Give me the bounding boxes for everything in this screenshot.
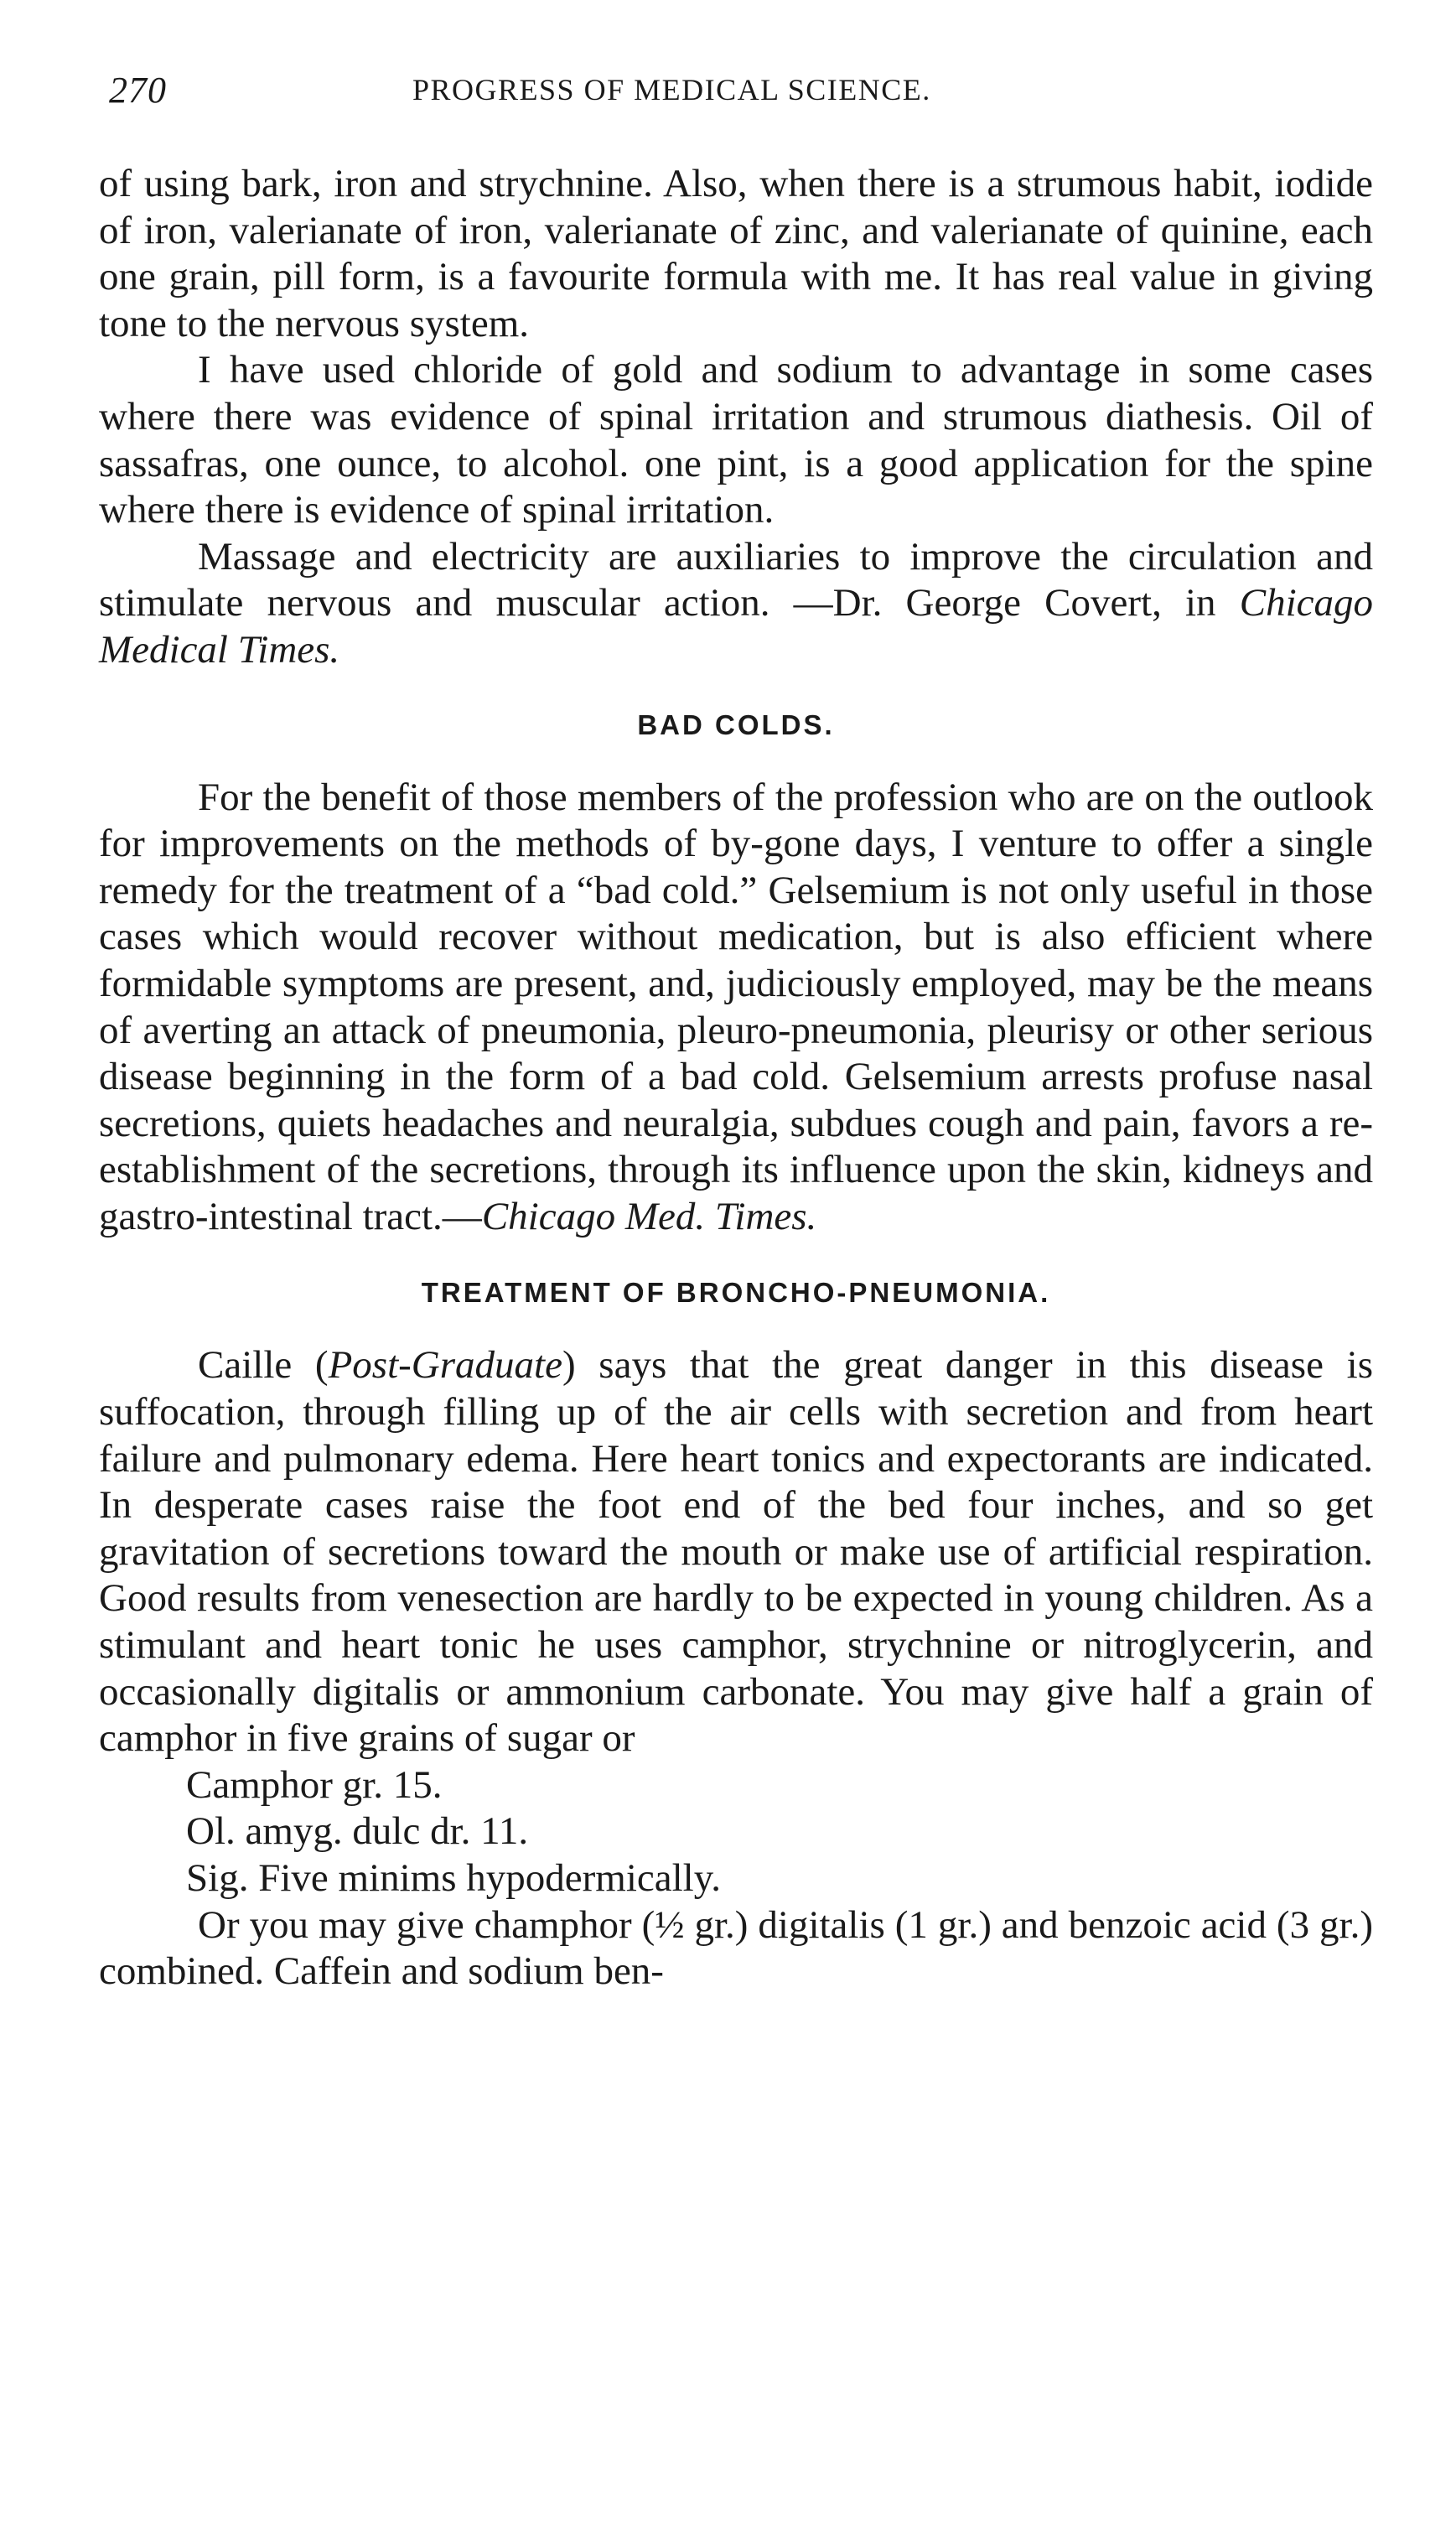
running-title: PROGRESS OF MEDICAL SCIENCE. (412, 73, 931, 106)
formula-line: Ol. amyg. dulc dr. 11. (186, 1809, 529, 1854)
source-citation: Chicago Medical Times. (99, 581, 1373, 672)
paragraph-massage-text: Massage and electricity are auxiliaries to improve the circulation and stimulate nervous and muscular action. —Dr. George Covert, in (99, 534, 1373, 625)
paragraph-final: Or you may give champhor (½ gr.) digitalis (1 gr.) and benzoic acid (3 gr.) combined. Caffein and sodium ben- (99, 1902, 1373, 1994)
paragraph-broncho-pneumonia (99, 1342, 1373, 1762)
article-body (99, 161, 1373, 1995)
running-head (0, 69, 1456, 119)
section-heading-broncho-pneumonia: TREATMENT OF BRONCHO-PNEUMONIA. (421, 1277, 1051, 1309)
formula-line: Camphor gr. 15. (186, 1762, 443, 1807)
paragraph-massage (99, 534, 1373, 674)
section-heading-bad-colds: BAD COLDS. (637, 708, 835, 740)
paragraph-lead: Caille ( (198, 1343, 329, 1388)
paragraph-bad-colds-text: For the benefit of those members of the profession who are on the outlook for improvements on the methods of by-gone days, I venture to offer a single remedy for the treatment of a “bad cold.” Gelsemium is not only useful in those cases which would recover without medication, but is also efficient where formidable symptoms are present, and, judiciously employed, may be the means of averting an attack of pneumonia, pleuro-pneumonia, pleurisy or other serious disease beginning in the form of a bad cold. Gelsemium arrests profuse nasal secretions, quiets headaches and neuralgia, subdues cough and pain, favors a re-establishment of the secretions, through its influence upon the skin, kidneys and gastro-intestinal tract.— (99, 775, 1373, 1238)
page-number: 270 (109, 70, 167, 111)
journal-name: Post-Graduate (328, 1343, 562, 1388)
source-citation: Chicago Med. Times. (481, 1194, 817, 1238)
paragraph-bad-colds (99, 775, 1373, 1241)
paragraph-gold-sodium: I have used chloride of gold and sodium to advantage in some cases where there was evidence of spinal irritation and strumous diathesis. Oil of sassafras, one ounce, to alcohol. one pint, is a good application for the spine where there is evidence of spinal irritation. (99, 348, 1373, 532)
paragraph-rest: ) says that the great danger in this disease is suffocation, through filling up of the air cells with secretion and from heart failure and pulmonary edema. Here heart tonics and expectorants are indicated. In desperate cases raise the foot end of the bed four inches, and so get gravitation of secretions toward the mouth or make use of artificial respiration. Good results from venesection are hardly to be expected in young children. As a stimulant and heart tonic he uses camphor, strychnine or nitroglycerin, and occasionally digitalis or ammonium carbonate. You may give half a grain of camphor in five grains of sugar or (99, 1343, 1373, 1761)
paragraph-continuation: of using bark, iron and strychnine. Also, when there is a strumous habit, iodide of iron, valerianate of iron, valerianate of zinc, and valerianate of quinine, each one grain, pill form, is a favourite formula with me. It has real value in giving tone to the nervous system. (99, 162, 1373, 345)
formula-line: Sig. Five minims hypodermically. (186, 1856, 721, 1900)
